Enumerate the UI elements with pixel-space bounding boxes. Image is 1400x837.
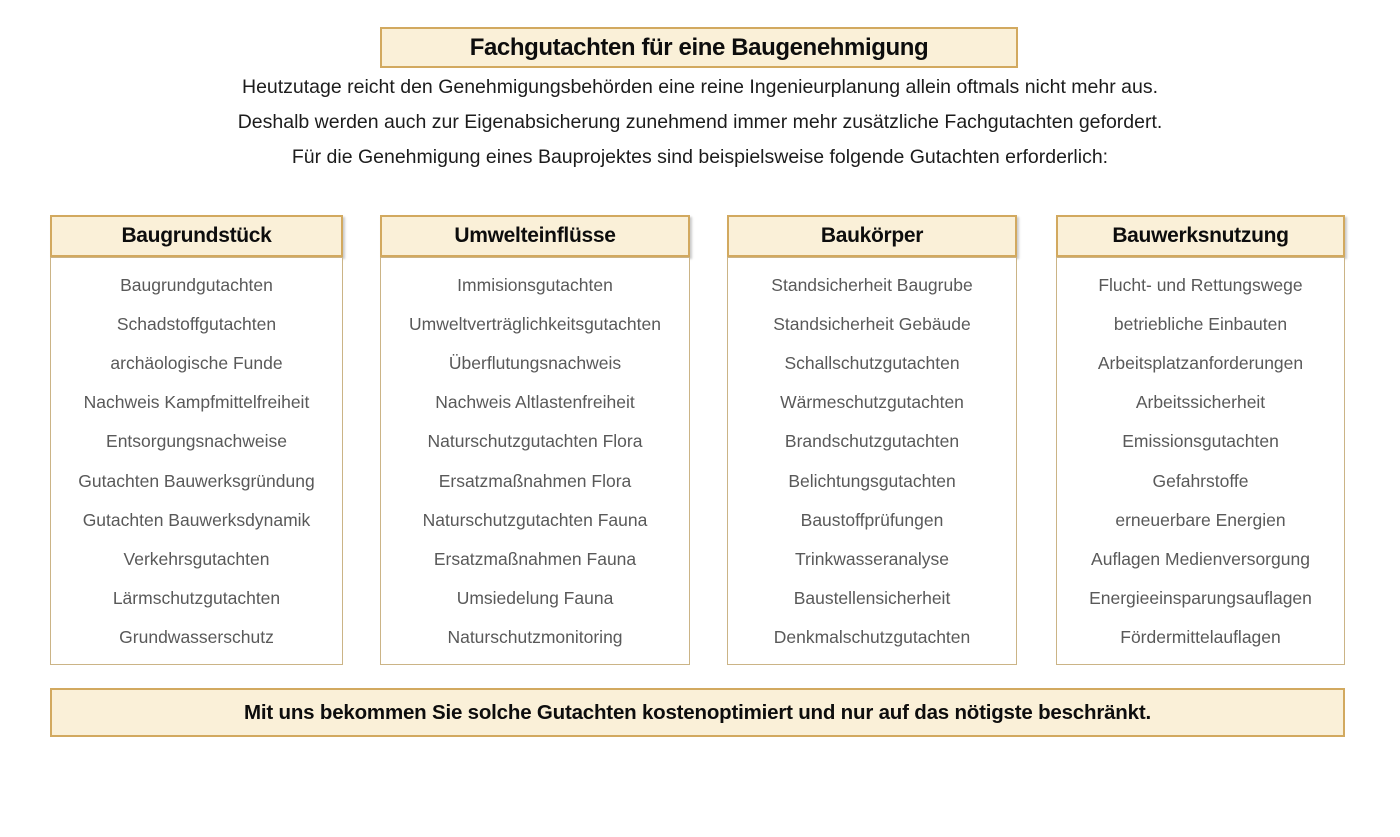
list-item: Baustoffprüfungen: [800, 509, 944, 530]
intro-line: Für die Genehmigung eines Bauprojektes sind beispielsweise folgende Gutachten erforderlich:: [291, 146, 1109, 168]
list-item: Schadstoffgutachten: [116, 313, 277, 334]
list-item: Verkehrsgutachten: [123, 548, 270, 569]
intro-text: [0, 70, 1400, 175]
list-item: Ersatzmaßnahmen Fauna: [433, 548, 637, 569]
list-item: Umsiedelung Fauna: [456, 588, 614, 609]
column-header: Umwelteinflüsse: [380, 215, 690, 257]
list-item: Gutachten Bauwerksgründung: [78, 470, 315, 491]
column-header: Bauwerksnutzung: [1056, 215, 1345, 257]
list-item: Lärmschutzgutachten: [112, 588, 281, 609]
list-item: Energieeinsparungsauflagen: [1089, 588, 1312, 609]
list-item: Überflutungsnachweis: [448, 352, 622, 373]
column-list: [727, 257, 1017, 665]
footer-text: Mit uns bekommen Sie solche Gutachten kostenoptimiert und nur auf das nötigste beschränkt.: [244, 700, 1151, 724]
list-item: Nachweis Kampfmittelfreiheit: [83, 392, 310, 413]
list-item: Brandschutzgutachten: [784, 431, 960, 452]
list-item: Trinkwasseranalyse: [795, 548, 949, 569]
page-title: Fachgutachten für eine Baugenehmigung: [469, 33, 929, 61]
list-item: Ersatzmaßnahmen Flora: [438, 470, 632, 491]
list-item: Fördermittelauflagen: [1120, 627, 1281, 648]
list-item: Naturschutzmonitoring: [447, 627, 623, 648]
column-list: [380, 257, 690, 665]
column-baukoerper: [727, 215, 1017, 665]
list-item: Nachweis Altlastenfreiheit: [435, 392, 635, 413]
footer-banner: [50, 688, 1345, 737]
list-item: Gutachten Bauwerksdynamik: [82, 509, 311, 530]
column-header: Baugrundstück: [50, 215, 343, 257]
column-bauwerksnutzung: [1056, 215, 1345, 665]
list-item: Naturschutzgutachten Flora: [427, 431, 643, 452]
column-list: [1056, 257, 1345, 665]
column-umwelteinfluesse: [380, 215, 690, 665]
list-item: Emissionsgutachten: [1122, 431, 1279, 452]
list-item: Entsorgungsnachweise: [106, 431, 287, 452]
list-item: Umweltverträglichkeitsgutachten: [409, 313, 661, 334]
list-item: Naturschutzgutachten Fauna: [422, 509, 648, 530]
list-item: Standsicherheit Gebäude: [773, 313, 971, 334]
column-baugrundstueck: [50, 215, 343, 665]
list-item: Grundwasserschutz: [119, 627, 274, 648]
list-item: erneuerbare Energien: [1115, 509, 1286, 530]
title-banner: [380, 27, 1018, 68]
list-item: Wärmeschutzgutachten: [780, 392, 964, 413]
intro-line: Heutzutage reicht den Genehmigungsbehörden eine reine Ingenieurplanung allein oftmals nicht mehr aus.: [241, 76, 1158, 98]
list-item: Immisionsgutachten: [457, 274, 613, 295]
list-item: Belichtungsgutachten: [788, 470, 956, 491]
list-item: Baustellensicherheit: [793, 588, 951, 609]
list-item: Schallschutzgutachten: [784, 352, 960, 373]
list-item: archäologische Funde: [110, 352, 283, 373]
intro-line: Deshalb werden auch zur Eigenabsicherung zunehmend immer mehr zusätzliche Fachgutachten gefordert.: [237, 111, 1163, 133]
list-item: Standsicherheit Baugrube: [771, 274, 973, 295]
list-item: Flucht- und Rettungswege: [1098, 274, 1303, 295]
list-item: Gefahrstoffe: [1152, 470, 1249, 491]
list-item: betriebliche Einbauten: [1113, 313, 1288, 334]
column-header: Baukörper: [727, 215, 1017, 257]
list-item: Arbeitssicherheit: [1135, 392, 1266, 413]
list-item: Denkmalschutzgutachten: [773, 627, 971, 648]
column-list: [50, 257, 343, 665]
list-item: Baugrundgutachten: [120, 274, 273, 295]
list-item: Arbeitsplatzanforderungen: [1097, 352, 1304, 373]
list-item: Auflagen Medienversorgung: [1091, 548, 1310, 569]
